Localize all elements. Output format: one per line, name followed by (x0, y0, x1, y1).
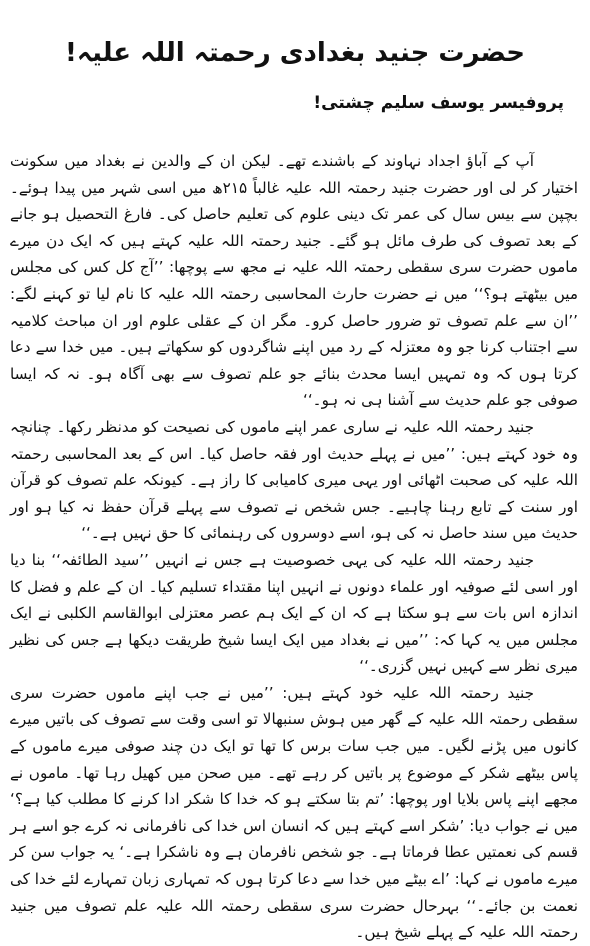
paragraph: آپ کے آباؤ اجداد نہاوند کے باشندے تھے۔ لیکن ان کے والدین نے بغداد میں سکونت اختیار کر لی اور حضرت جنید رحمتہ اللہ علیہ غالباً ۲۱۵ھ میں اسی شہر میں پیدا ہوئے۔ بچپن سے بیس سال کی عمر تک دینی علوم کی تعلیم حاصل کی۔ فارغ التحصیل ہو جانے کے بعد تصوف کی طرف مائل ہو گئے۔ جنید رحمتہ اللہ علیہ کہتے ہیں کہ ایک دن میرے ماموں حضرت سری سقطی رحمتہ اللہ علیہ نے مجھ سے پوچھا: ’’آج کل کس کی مجلس میں بیٹھتے ہو؟‘‘ میں نے حضرت حارث المحاسبی رحمتہ اللہ علیہ کا نام لیا تو کہنے لگے: ’’ان سے علم تصوف تو ضرور حاصل کرو۔ مگر ان کے عقلی علوم اور ان مباحث کلامیہ سے اجتناب کرنا جو وہ معتزلہ کے رد میں اپنے شاگردوں کو سکھاتے ہیں۔ میں خدا سے دعا کرتا ہوں کہ وہ تمہیں ایسا محدث بنائے جو علم تصوف سے بھی آگاہ ہو۔ نہ کہ ایسا صوفی جو علم حدیث سے آشنا ہی نہ ہو۔‘‘ (10, 152, 579, 410)
article-title: حضرت جنید بغدادی رحمتہ اللہ علیہ! (64, 38, 526, 69)
article-body (10, 148, 578, 946)
paragraph: جنید رحمتہ اللہ علیہ خود کہتے ہیں: ’’میں نے جب اپنے ماموں حضرت سری سقطی رحمتہ اللہ علیہ کے گھر میں ہوش سنبھالا تو اسی وقت سے تصوف کی باتیں میرے کانوں میں پڑنے لگیں۔ میں جب سات برس کا تھا تو ایک دن چند صوفی میرے ماموں کے پاس بیٹھے شکر کے موضوع پر باتیں کر رہے تھے۔ میں صحن میں کھیل رہا تھا۔ ماموں نے مجھے اپنے پاس بلایا اور پوچھا: ’تم بتا سکتے ہو کہ خدا کا شکر ادا کرنے کا مطلب کیا ہے؟‘ میں نے جواب دیا: ’شکر اسے کہتے ہیں کہ انسان اس خدا کی نافرمانی نہ کرے جو اسے ہر قسم کی نعمتیں عطا فرماتا ہے۔ جو شخص نافرمان ہے وہ ناشکرا ہے۔‘ یہ جواب سن کر میرے ماموں نے کہا: ’اے بیٹے میں خدا سے دعا کرتا ہوں کہ تمہاری زبان تمہارے لئے خدا کی نعمت بن جائے۔‘‘ بہرحال حضرت سری سقطی رحمتہ اللہ علیہ علم تصوف میں جنید رحمتہ اللہ علیہ کے پہلے شیخ ہیں۔ (10, 683, 578, 942)
paragraph: جنید رحمتہ اللہ علیہ نے ساری عمر اپنے ماموں کی نصیحت کو مدنظر رکھا۔ چنانچہ وہ خود کہتے ہیں: ’’میں نے پہلے حدیث اور فقہ حاصل کیا۔ اس کے بعد المحاسبی رحمتہ اللہ علیہ کی صحبت اٹھائی اور یہی میری کامیابی کا راز ہے۔ کیونکہ علم تصوف کو قرآن اور سنت کے تابع رہنا چاہیے۔ جس شخص نے تصوف سے پہلے قرآن حفظ نہ کیا ہو اور حدیث میں سند حاصل نہ کی ہو، اسے دوسروں کی رہنمائی کا حق نہیں ہے۔‘‘ (10, 417, 578, 543)
author-byline: پروفیسر یوسف سلیم چشتی! (313, 93, 564, 113)
paragraph: جنید رحمتہ اللہ علیہ کی یہی خصوصیت ہے جس نے انہیں ’’سید الطائفہ‘‘ بنا دیا اور اسی لئے صوفیہ اور علماء دونوں نے انہیں اپنا مقتداء تسلیم کیا۔ ان کے علم و فضل کا اندازہ اس بات سے ہو سکتا ہے کہ ان کے ایک ہم عصر معتزلی ابوالقاسم الکلبی نے ایک مجلس میں یہ کہا کہ: ’’میں نے بغداد میں ایک ایسا شیخ طریقت دیکھا ہے جس کی نظیر میری نظر سے کہیں نہیں گزری۔‘‘ (10, 550, 578, 676)
